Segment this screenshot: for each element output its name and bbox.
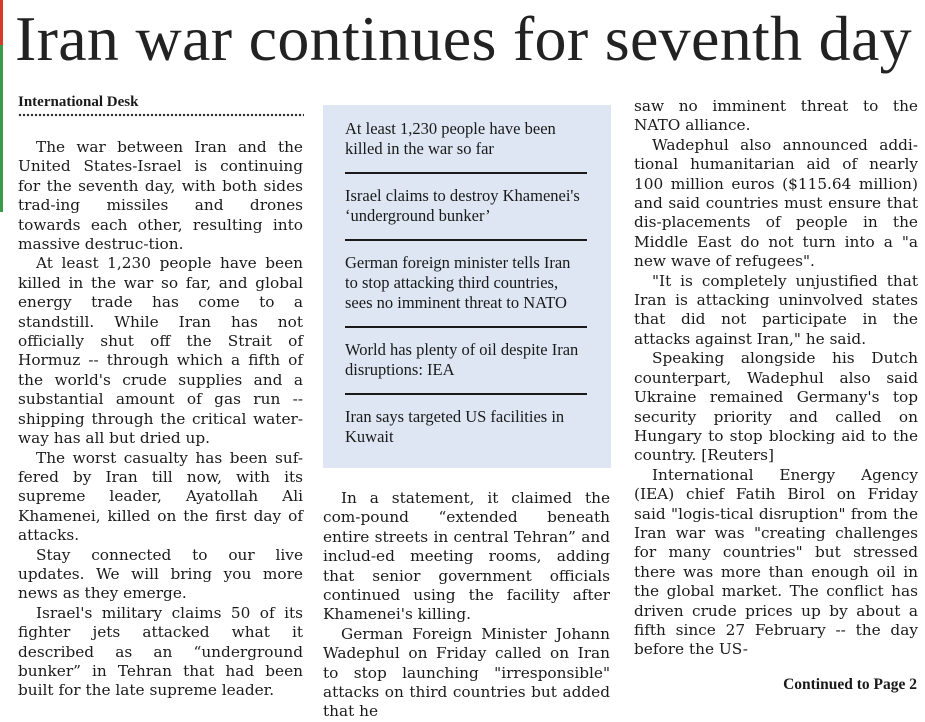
byline: International Desk xyxy=(18,94,139,110)
paragraph: In a statement, it claimed the com-pound “extended beneath entire streets in central Tehran” and includ-ed meeting rooms, adding that senior government officials continued using the facility after Khamenei's killing. xyxy=(323,489,610,624)
paragraph: Wadephul also announced addi-tional humanitarian aid of nearly 100 million euros ($115.64 million) and said countries must ensure that dis-placements of people in the Middle East do not turn into a "a new wave of refugees". xyxy=(634,135,918,271)
sidebar-headline: Iran says targeted US facilities in Kuwait xyxy=(345,406,565,447)
paragraph: German Foreign Minister Johann Wadephul on Friday called on Iran to stop launching "irresponsible" attacks on third countries but added that he xyxy=(323,624,610,721)
sidebar-headline: World has plenty of oil despite Iran disruptions: IEA xyxy=(345,340,587,395)
paragraph: International Energy Agency (IEA) chief Fatih Birol on Friday said "logis-tical disruption" from the Iran war was "creating challenges for many countries" but stressed there was more than enough oil in the global market. The conflict has driven crude prices up by about a fifth since 27 February -- the day before the US- xyxy=(634,465,918,659)
headline: Iran war continues for seventh day xyxy=(15,3,912,74)
column-1 xyxy=(18,138,303,701)
paragraph: "It is completely unjustified that Iran is attacking uninvolved states that did not participate in the attacks against Iran," he said. xyxy=(634,271,918,348)
sidebar-headline: Israel claims to destroy Khamenei's ‘underground bunker’ xyxy=(345,186,587,241)
paragraph: saw no imminent threat to the NATO alliance. xyxy=(634,97,918,135)
paragraph: The war between Iran and the United States-Israel is continuing for the seventh day, with both sides trad-ing missiles and drones towards each other, resulting into massive destruc-tion. xyxy=(18,138,303,254)
column-2 xyxy=(323,489,610,722)
dotted-divider xyxy=(18,113,304,117)
accent-bar xyxy=(0,0,3,212)
paragraph: Israel's military claims 50 of its fighter jets attacked what it described as an “underground bunker” in Tehran that had been built for the late supreme leader. xyxy=(18,603,303,700)
sidebar-headline: German foreign minister tells Iran to stop attacking third countries, sees no imminent threat to NATO xyxy=(345,253,587,328)
paragraph: Stay connected to our live updates. We will bring you more news as they emerge. xyxy=(18,545,303,603)
paragraph: The worst casualty has been suf-fered by Iran till now, with its supreme leader, Ayatollah Ali Khamenei, killed on the first day of attacks. xyxy=(18,448,303,545)
paragraph: Speaking alongside his Dutch counterpart, Wadephul also said Ukraine remained Germany's top security priority and called on Hungary to stop blocking aid to the country. [Reuters] xyxy=(634,349,918,465)
headlines-sidebar xyxy=(323,105,611,468)
paragraph: At least 1,230 people have been killed in the war so far, and global energy trade has come to a standstill. While Iran has not officially shut off the Strait of Hormuz -- through which a fifth of the world's crude supplies and a substantial amount of gas run -- shipping through the critical water-way has all but dried up. xyxy=(18,254,303,448)
sidebar-headline: At least 1,230 people have been killed in the war so far xyxy=(345,119,587,174)
continued-link[interactable]: Continued to Page 2 xyxy=(783,676,917,693)
column-3 xyxy=(634,97,918,660)
